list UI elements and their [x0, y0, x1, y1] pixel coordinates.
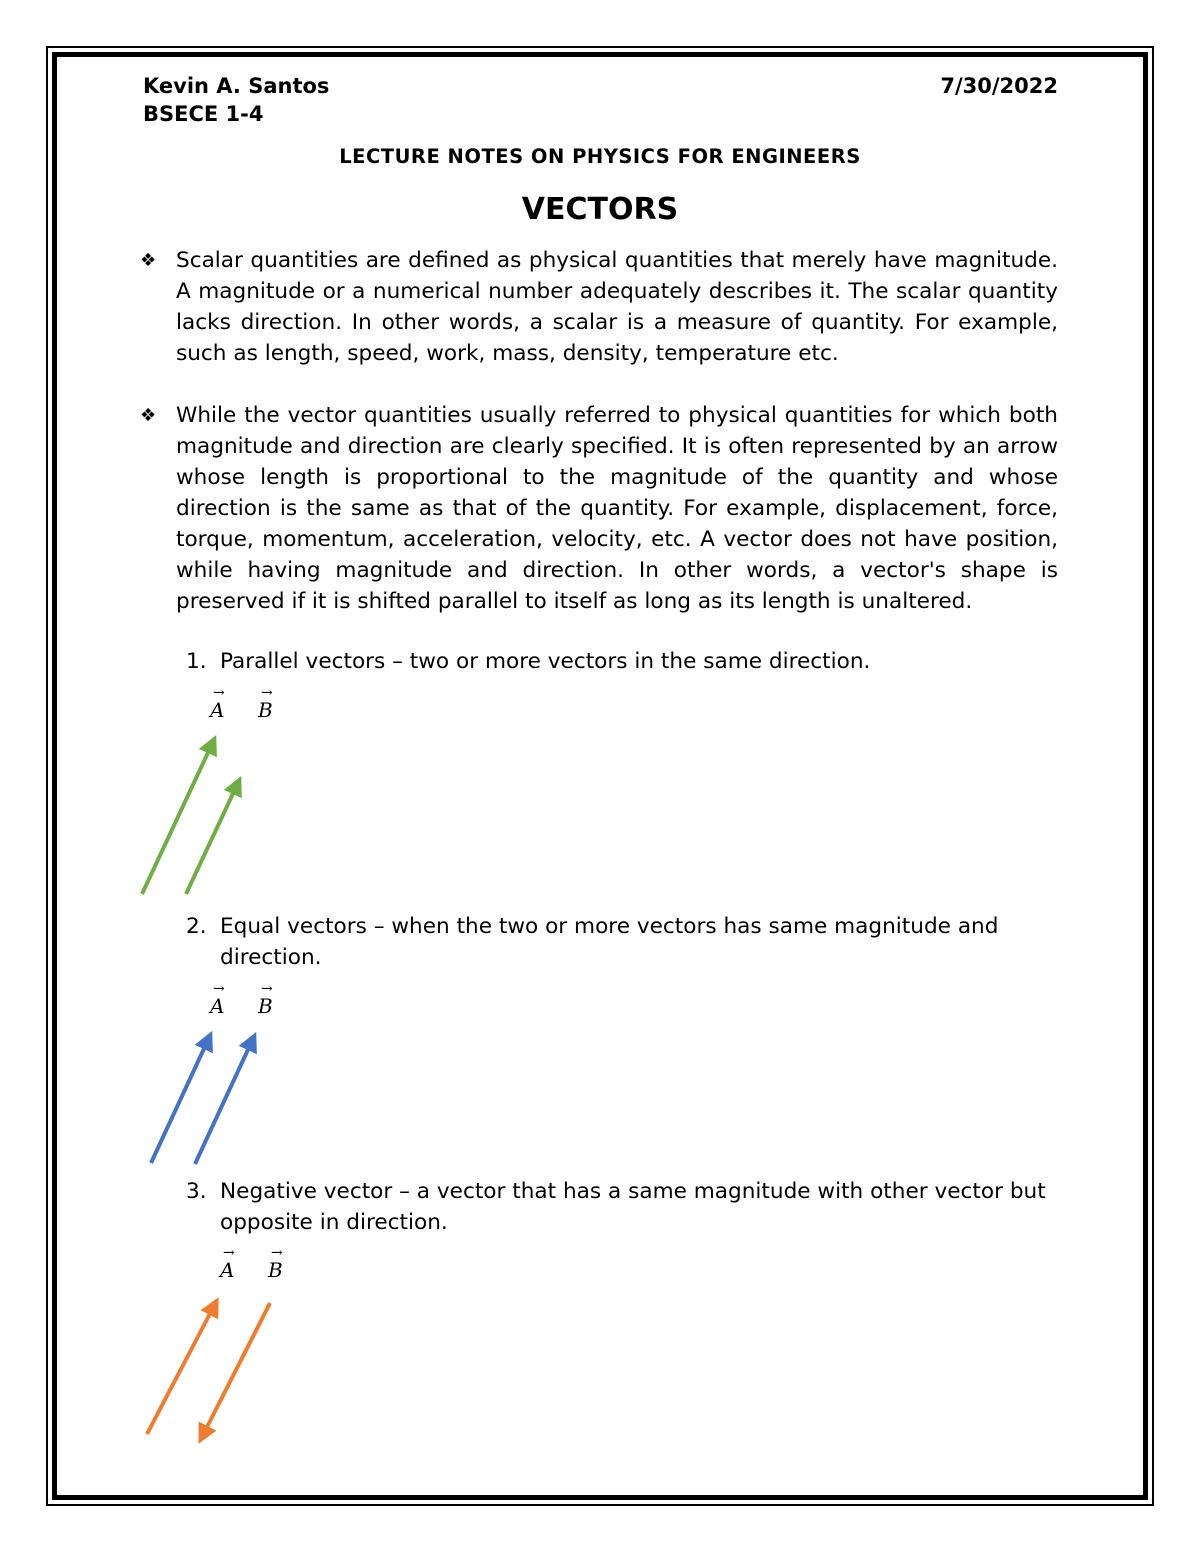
vector-arrow-icon: [142, 744, 212, 894]
vector-label-b: → B: [268, 1245, 283, 1282]
item-negative-vector-text: Negative vector – a vector that has a same magnitude with other vector but opposite in direction.: [220, 1179, 1046, 1235]
item-number: 2.: [186, 914, 207, 939]
vector-arrow-icon: [147, 1306, 214, 1434]
bullet-vector-text: While the vector quantities usually referred to physical quantities for which both magnitude and direction are clearly specified. It is often represented by an arrow whose length is proportional to the magnitude of the quantity and whose direction is the same as that of the quantity. For example, displacement, force, torque, momentum, acceleration, velocity, etc. A vector does not have position, while having magnitude and direction. In other words, a vector's shape is preserved if it is shifted parallel to itself as long as its length is unaltered.: [176, 403, 1058, 614]
item-number: 3.: [186, 1179, 207, 1204]
section-heading: VECTORS: [521, 192, 679, 227]
bullet-scalar-text: Scalar quantities are defined as physical quantities that merely have magnitude. A magnitude or a numerical number adequately describes it. The scalar quantity lacks direction. In other words, a scalar is a measure of quantity. For example, such as length, speed, work, mass, density, temperature etc.: [176, 248, 1058, 366]
document-date: 7/30/2022: [940, 74, 1058, 98]
vector-label-a: → A: [210, 981, 225, 1018]
item-parallel-vectors-text: Parallel vectors – two or more vectors in the same direction.: [220, 649, 871, 674]
vector-arrow-icon: [195, 1041, 252, 1164]
vector-label-b: → B: [258, 685, 273, 722]
vector-label-a: → A: [210, 685, 225, 722]
vector-arrow-icon: [151, 1040, 208, 1163]
vector-arrow-icon: [203, 1303, 270, 1435]
document-title: LECTURE NOTES ON PHYSICS FOR ENGINEERS: [339, 145, 861, 168]
vector-label-b: → B: [258, 981, 273, 1018]
author-name: Kevin A. Santos: [143, 74, 330, 98]
diamond-bullet-icon: ❖: [140, 405, 157, 426]
vector-label-a: → A: [220, 1245, 235, 1282]
diamond-bullet-icon: ❖: [140, 250, 157, 271]
item-equal-vectors-text: Equal vectors – when the two or more vectors has same magnitude and direction.: [220, 914, 999, 970]
vector-arrow-icon: [186, 785, 237, 894]
author-section: BSECE 1-4: [143, 102, 264, 126]
item-number: 1.: [186, 649, 207, 674]
